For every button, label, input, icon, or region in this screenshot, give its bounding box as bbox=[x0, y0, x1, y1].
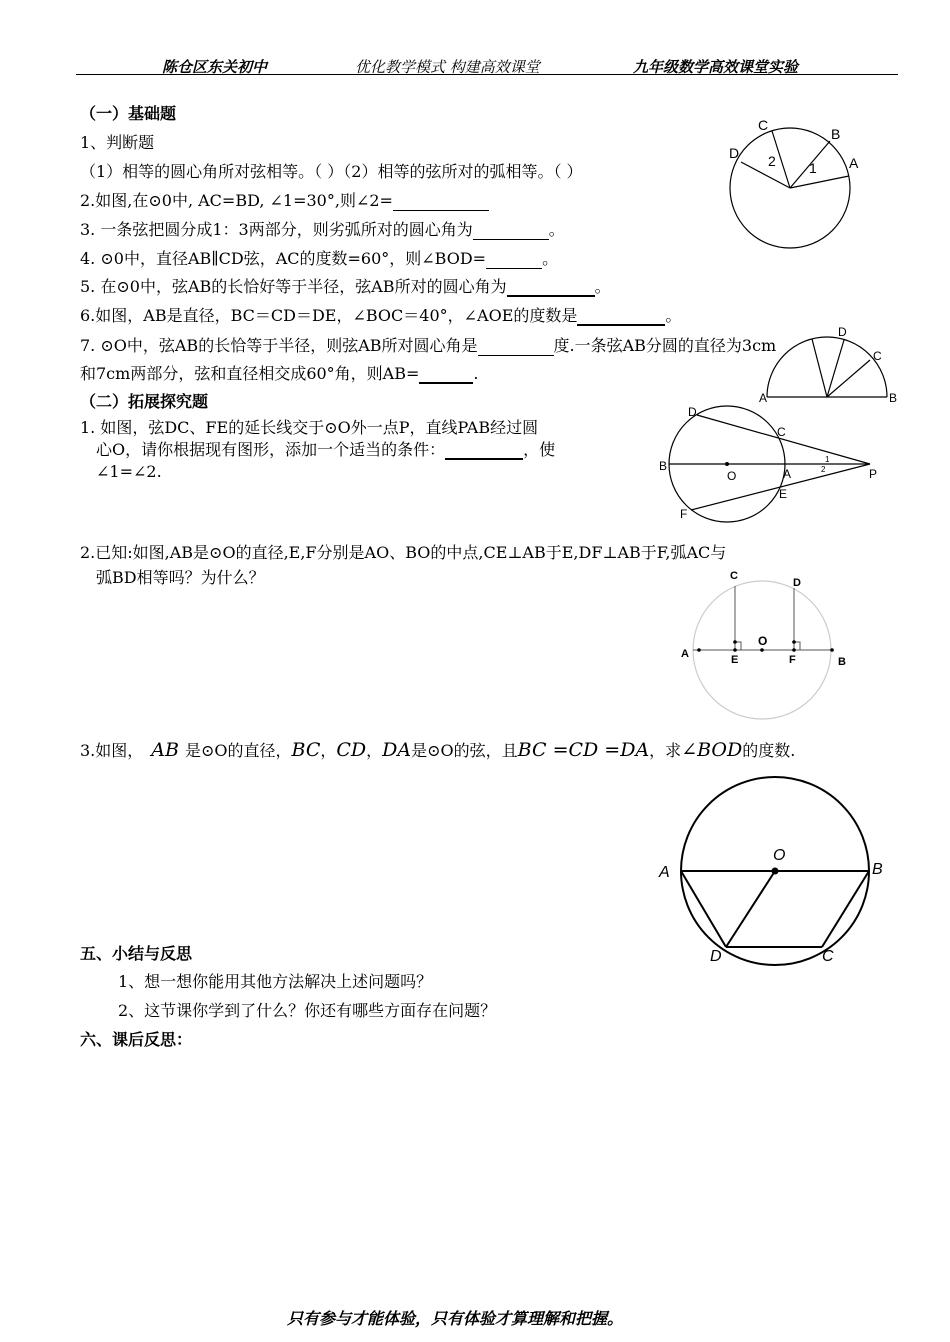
fig5-label-O: O bbox=[773, 847, 786, 864]
fig3-label-O: O bbox=[727, 469, 737, 483]
fig4-label-E: E bbox=[731, 654, 739, 666]
q6-text: 6.如图，AB是直径，BC＝CD＝DE，∠BOC＝40°，∠AOE的度数是 bbox=[80, 306, 578, 325]
q7-line1 bbox=[80, 336, 776, 356]
p1-line2 bbox=[96, 440, 555, 460]
p1-blank[interactable] bbox=[445, 442, 523, 460]
fig3-label-A: A bbox=[783, 467, 792, 481]
q2 bbox=[80, 191, 489, 211]
q6-end: 。 bbox=[665, 306, 682, 325]
fig1-angle-1: 1 bbox=[809, 160, 817, 176]
fig3-angle-1: 1 bbox=[825, 455, 830, 464]
figure-circle-angles bbox=[725, 116, 875, 251]
p1-end: ，使 bbox=[523, 440, 556, 459]
p1-text: 心O，请你根据现有图形，添加一个适当的条件： bbox=[96, 440, 446, 459]
q5-blank[interactable] bbox=[507, 279, 595, 297]
q4-text: 4. ⊙0中，直径AB∥CD弦，AC的度数=60°，则∠BOD= bbox=[80, 249, 487, 268]
section2-title: （二）拓展探究题 bbox=[80, 392, 209, 411]
fig3-label-C: C bbox=[777, 425, 786, 439]
fig4-label-B: B bbox=[838, 656, 846, 668]
q1-title: 1、判断题 bbox=[80, 133, 155, 152]
q3-end: 。 bbox=[548, 220, 565, 239]
q6 bbox=[80, 306, 681, 326]
q3-text: 3. 一条弦把圆分成1：3两部分，则劣弧所对的圆心角为 bbox=[80, 220, 473, 239]
p3-sep2: ， bbox=[366, 741, 383, 760]
p3-text-d: ，求 bbox=[649, 741, 682, 760]
q4 bbox=[80, 249, 558, 269]
p3-sep1: ， bbox=[320, 741, 337, 760]
q7-blank-1[interactable] bbox=[478, 339, 554, 356]
fig1-label-C: C bbox=[758, 117, 769, 133]
fig2-label-D: D bbox=[838, 325, 847, 339]
fig4-label-F: F bbox=[789, 654, 796, 666]
q2-blank[interactable] bbox=[393, 194, 489, 211]
p3-ab: AB bbox=[151, 739, 179, 761]
p3-da: DA bbox=[382, 739, 412, 761]
q7-text-c: 和7cm两部分，弦和直径相交成60°角，则AB= bbox=[80, 364, 420, 383]
q3-blank[interactable] bbox=[473, 223, 549, 240]
header-school: 陈仓区东关初中 bbox=[162, 58, 268, 76]
fig1-label-D: D bbox=[729, 145, 740, 161]
fig3-label-P: P bbox=[869, 467, 878, 481]
p1-line1: 1. 如图，弦DC、FE的延长线交于⊙O外一点P，直线PAB经过圆 bbox=[80, 418, 539, 437]
fig2-label-A: A bbox=[759, 391, 768, 402]
q6-blank[interactable] bbox=[577, 308, 665, 326]
q5-text: 5. 在⊙0中，弦AB的长恰好等于半径，弦AB所对的圆心角为 bbox=[80, 277, 507, 296]
figure-secants bbox=[655, 402, 885, 527]
fig4-label-C: C bbox=[730, 570, 738, 582]
p3-angle: ∠BOD bbox=[681, 739, 743, 761]
header-motto: 优化教学模式 构建高效课堂 bbox=[355, 58, 540, 76]
header-rule bbox=[76, 74, 898, 75]
q5 bbox=[80, 277, 611, 297]
fig4-label-A: A bbox=[681, 648, 689, 660]
q4-blank[interactable] bbox=[486, 252, 542, 269]
q7-text-a: 7. ⊙O中，弦AB的长恰等于半径，则弦AB所对圆心角是 bbox=[80, 336, 478, 355]
q7-blank-2[interactable] bbox=[419, 366, 473, 384]
fig3-label-E: E bbox=[779, 487, 788, 501]
q7-end: . bbox=[473, 364, 479, 383]
q3 bbox=[80, 220, 565, 240]
p1-line3: ∠1=∠2. bbox=[96, 462, 162, 481]
fig5-label-B: B bbox=[872, 861, 883, 878]
p3-line bbox=[80, 740, 795, 761]
section1-title: （一）基础题 bbox=[80, 104, 177, 123]
fig3-label-F: F bbox=[680, 507, 688, 521]
q5-end: 。 bbox=[594, 277, 611, 296]
fig3-label-D: D bbox=[688, 405, 697, 419]
fig1-label-B: B bbox=[831, 126, 841, 142]
fig3-angle-2: 2 bbox=[821, 465, 826, 474]
q1-items: （1）相等的圆心角所对弦相等。（ ）（2）相等的弦所对的弧相等。（ ） bbox=[80, 162, 583, 181]
fig4-label-O: O bbox=[758, 634, 768, 648]
p3-cd: CD bbox=[336, 739, 367, 761]
footer-quote: 只有参与才能体验，只有体验才算理解和把握。 bbox=[287, 1309, 624, 1328]
p3-eq: BC =CD =DA bbox=[517, 739, 650, 761]
p3-text-b: 是⊙O的直径， bbox=[184, 741, 292, 760]
fig2-label-C: C bbox=[873, 349, 882, 363]
fig1-angle-2: 2 bbox=[768, 153, 776, 169]
p2-line1: 2.已知:如图,AB是⊙O的直径,E,F分别是AO、BO的中点,CE⊥AB于E,DF⊥AB于F,弧AC与 bbox=[80, 543, 727, 562]
header-subject: 九年级数学高效课堂实验 bbox=[633, 58, 799, 76]
fig3-label-B: B bbox=[659, 459, 668, 473]
p2-line2: 弧BD相等吗？为什么？ bbox=[96, 568, 265, 587]
q4-end: 。 bbox=[542, 249, 559, 268]
figure-semicircle bbox=[742, 322, 897, 402]
fig4-label-D: D bbox=[793, 577, 801, 589]
p3-text-c: 是⊙O的弦，且 bbox=[411, 741, 518, 760]
p3-bc: BC bbox=[291, 739, 321, 761]
p3-text-e: 的度数. bbox=[742, 741, 796, 760]
section5-item2: 2、这节课你学到了什么？你还有哪些方面存在问题？ bbox=[118, 1001, 497, 1020]
p3-text-a: 3.如图， bbox=[80, 741, 144, 760]
fig5-label-C: C bbox=[822, 948, 834, 965]
section5-item1: 1、想一想你能用其他方法解决上述问题吗？ bbox=[118, 972, 433, 991]
fig5-label-D: D bbox=[710, 948, 722, 965]
fig1-label-A: A bbox=[849, 155, 859, 171]
section5-title: 五、小结与反思 bbox=[80, 944, 193, 963]
fig2-label-B: B bbox=[889, 391, 897, 402]
section6-title: 六、课后反思： bbox=[80, 1030, 193, 1049]
q7-text-b: 度.一条弦AB分圆的直径为3cm bbox=[553, 336, 777, 355]
fig5-label-A: A bbox=[659, 864, 670, 881]
q7-line2 bbox=[80, 364, 479, 384]
figure-perpendiculars bbox=[676, 566, 856, 726]
q2-text: 2.如图,在⊙0中, AC=BD, ∠1=30°,则∠2= bbox=[80, 191, 393, 210]
figure-trapezoid bbox=[650, 840, 895, 970]
